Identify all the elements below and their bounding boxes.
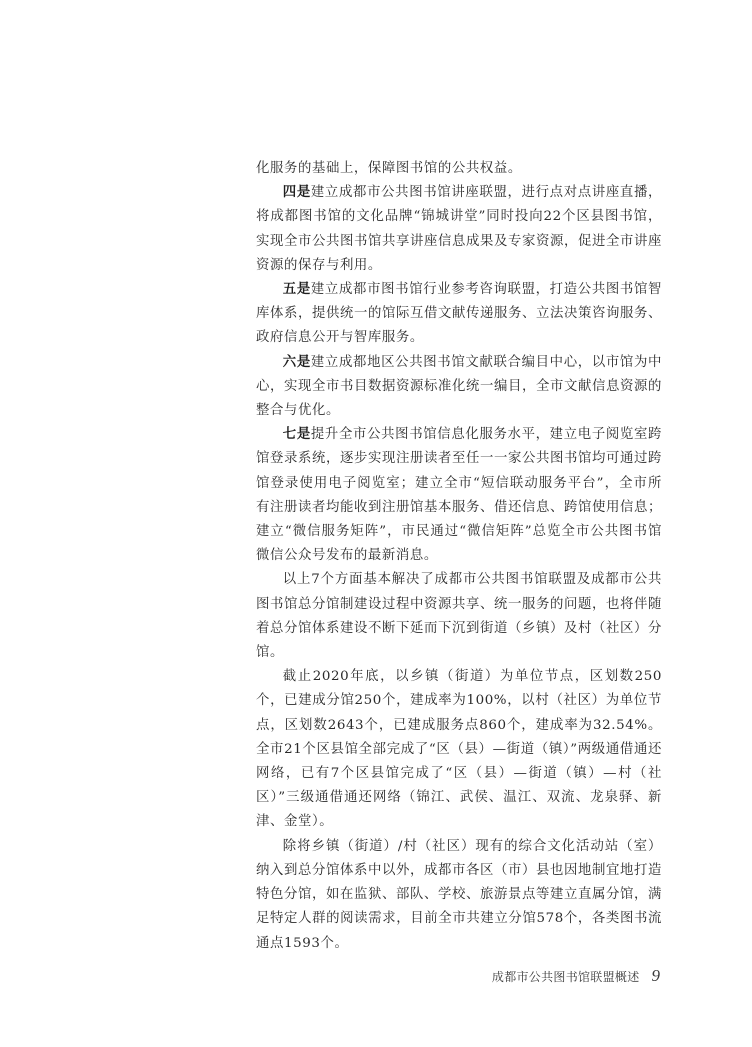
- paragraph-lead: 六是: [282, 354, 311, 370]
- paragraph-text: 截止2020年底，以乡镇（街道）为单位节点，区划数250个，已建成分馆250个，建成率为100%，以村（社区）为单位节点，区划数2643个，已建成服务点860个，建成率为32.54%。全市21个区县馆全部完成了“区（县）—街道（镇）”两级通借通还网络，已有7个区县馆完成了“区（县）—街道（镇）—村（社区）”三级通借通还网络（锦江、武侯、温江、双流、龙泉驿、新津、金堂）。: [256, 669, 662, 830]
- paragraph-text: 提升全市公共图书馆信息化服务水平，建立电子阅览室跨馆登录系统，逐步实现注册读者至任一一家公共图书馆均可通过跨馆登录使用电子阅览室；建立全市“短信联动服务平台”，全市所有注册读者均能收到注册馆基本服务、借还信息、跨馆使用信息；建立“微信服务矩阵”，市民通过“微信矩阵”总览全市公共图书馆微信公众号发布的最新消息。: [256, 427, 662, 564]
- paragraph-text: 除将乡镇（街道）/村（社区）现有的综合文化活动站（室）纳入到总分馆体系中以外，成都市各区（市）县也因地制宜地打造特色分馆，如在监狱、部队、学校、旅游景点等建立直属分馆，满足特定人群的阅读需求，目前全市共建立分馆578个，各类图书流通点1593个。: [256, 838, 662, 951]
- paragraph-2: [256, 181, 662, 278]
- running-footer-title: 成都市公共图书馆联盟概述: [491, 970, 640, 984]
- page-number: 9: [651, 966, 660, 985]
- paragraph-3: [256, 278, 662, 351]
- paragraph-6: [256, 568, 662, 665]
- paragraph-lead: 四是: [282, 185, 311, 201]
- paragraph-1: [256, 157, 662, 181]
- paragraph-8: [256, 835, 662, 956]
- paragraph-4: [256, 351, 662, 424]
- paragraph-text: 化服务的基础上，保障图书馆的公共权益。: [256, 161, 522, 176]
- page-footer: [256, 966, 660, 986]
- paragraph-5: [256, 423, 662, 568]
- paragraph-text: 建立成都市图书馆行业参考咨询联盟，打造公共图书馆智库体系，提供统一的馆际互借文献传递服务、立法决策咨询服务、政府信息公开与智库服务。: [256, 282, 662, 346]
- body-text: [256, 157, 662, 956]
- paragraph-lead: 七是: [282, 427, 311, 443]
- paragraph-text: 以上7个方面基本解决了成都市公共图书馆联盟及成都市公共图书馆总分馆制建设过程中资源共享、统一服务的问题，也将伴随着总分馆体系建设不断下延而下沉到街道（乡镇）及村（社区）分馆。: [256, 572, 662, 661]
- paragraph-lead: 五是: [282, 282, 311, 298]
- paragraph-text: 建立成都市公共图书馆讲座联盟，进行点对点讲座直播，将成都图书馆的文化品牌“锦城讲堂”同时投向22个区县图书馆，实现全市公共图书馆共享讲座信息成果及专家资源，促进全市讲座资源的保存与利用。: [256, 185, 662, 273]
- paragraph-text: 建立成都地区公共图书馆文献联合编目中心，以市馆为中心，实现全市书目数据资源标准化统一编目，全市文献信息资源的整合与优化。: [256, 354, 662, 419]
- paragraph-7: [256, 665, 662, 834]
